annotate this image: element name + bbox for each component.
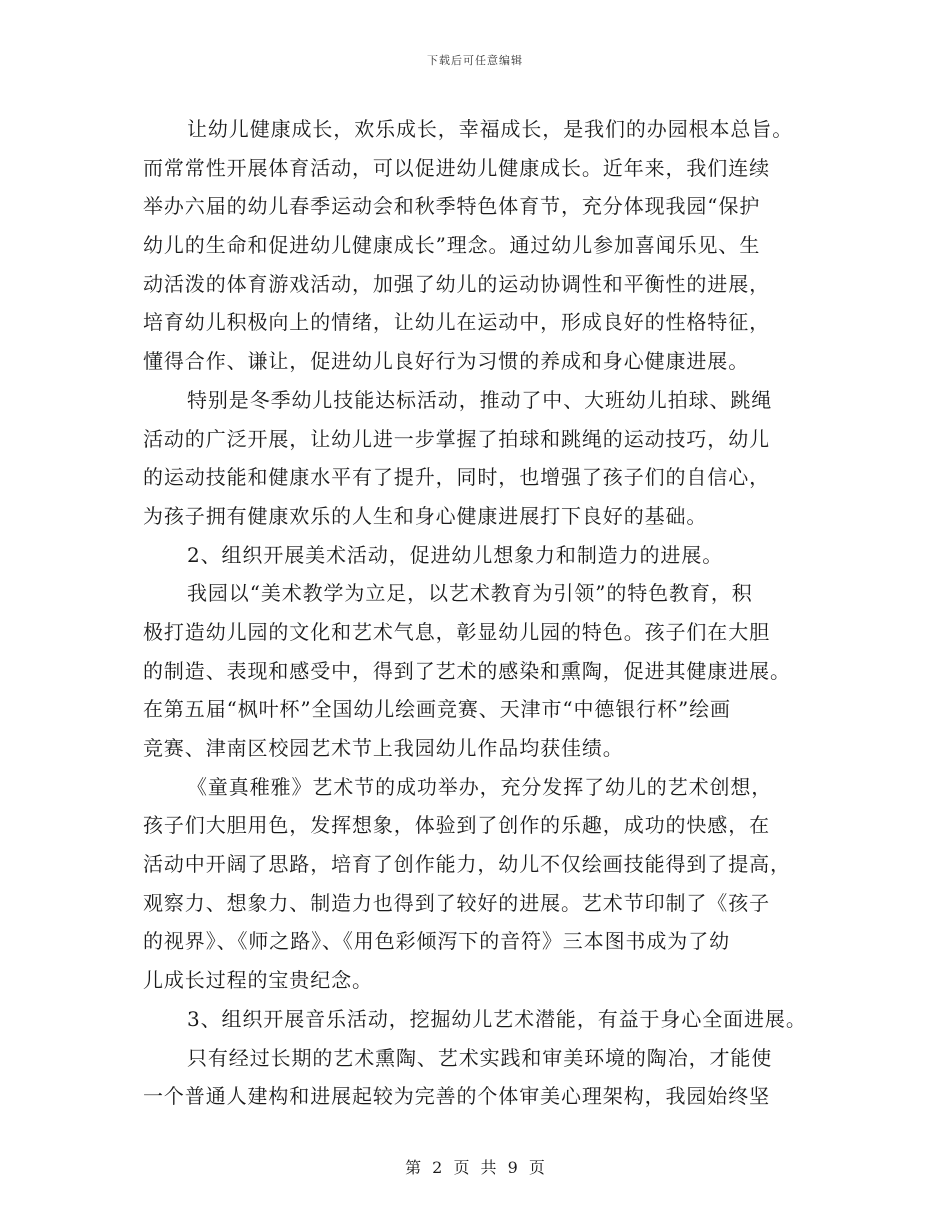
text-line: 幼儿的生命和促进幼儿健康成长”理念。通过幼儿参加喜闻乐见、生: [143, 233, 761, 258]
text-line: 在第五届“枫叶杯”全国幼儿绘画竞赛、天津市“中德银行杯”绘画: [143, 697, 731, 722]
text-line: 的运动技能和健康水平有了提升，同时，也增强了孩子们的自信心，: [143, 465, 770, 490]
text-line: 培育幼儿积极向上的情绪，让幼儿在运动中，形成良好的性格特征，: [143, 310, 770, 335]
text-line: 《童真稚雅》艺术节的成功举办，充分发挥了幼儿的艺术创想，: [187, 774, 773, 799]
text-line: 的制造、表现和感受中，得到了艺术的感染和熏陶，促进其健康进展。: [143, 658, 791, 683]
text-line: 2、组织开展美术活动，促进幼儿想象力和制造力的进展。: [187, 542, 724, 567]
text-line: 儿成长过程的宝贵纪念。: [143, 968, 373, 993]
page-header-note: 下载后可任意编辑: [427, 54, 523, 67]
document-body: [143, 110, 833, 1116]
text-line: 为孩子拥有健康欢乐的人生和身心健康进展打下良好的基础。: [143, 503, 708, 528]
text-line: 一个普通人建构和进展起较为完善的个体审美心理架构，我园始终坚: [143, 1084, 770, 1109]
text-line: 的视界》、《师之路》、《用色彩倾泻下的音符》三本图书成为了幼: [143, 929, 730, 954]
text-line: 活动中开阔了思路，培育了创作能力，幼儿不仅绘画技能得到了提高，: [143, 852, 791, 877]
text-line: 我园以“美术教学为立足，以艺术教育为引领”的特色教育，积: [187, 581, 753, 606]
text-line: 只有经过长期的艺术熏陶、艺术实践和审美环境的陶冶，才能使: [187, 1045, 773, 1070]
text-line: 3、组织开展音乐活动，挖掘幼儿艺术潜能，有益于身心全面进展。: [187, 1006, 807, 1031]
text-line: 竞赛、津南区校园艺术节上我园幼儿作品均获佳绩。: [143, 736, 624, 760]
text-line: 观察力、想象力、制造力也得到了较好的进展。艺术节印制了《孩子: [143, 890, 770, 915]
text-line: 极打造幼儿园的文化和艺术气息，彰显幼儿园的特色。孩子们在大胆: [143, 619, 770, 644]
text-line: 而常常性开展体育活动，可以促进幼儿健康成长。近年来，我们连续: [143, 155, 770, 180]
text-line: 动活泼的体育游戏活动，加强了幼儿的运动协调性和平衡性的进展，: [143, 271, 770, 296]
text-line: 活动的广泛开展，让幼儿进一步掌握了拍球和跳绳的运动技巧，幼儿: [143, 426, 770, 451]
text-line: 让幼儿健康成长，欢乐成长，幸福成长，是我们的办园根本总旨。: [187, 117, 794, 141]
text-line: 懂得合作、谦让，促进幼儿良好行为习惯的养成和身心健康进展。: [143, 349, 750, 374]
text-line: 举办六届的幼儿春季运动会和秋季特色体育节，充分体现我园“保护: [143, 194, 761, 219]
text-line: 孩子们大胆用色，发挥想象，体验到了创作的乐趣，成功的快感，在: [143, 813, 770, 838]
text-line: 特别是冬季幼儿技能达标活动，推动了中、大班幼儿拍球、跳绳: [187, 387, 773, 412]
page-number: 第 2 页 共 9 页: [405, 1158, 545, 1177]
